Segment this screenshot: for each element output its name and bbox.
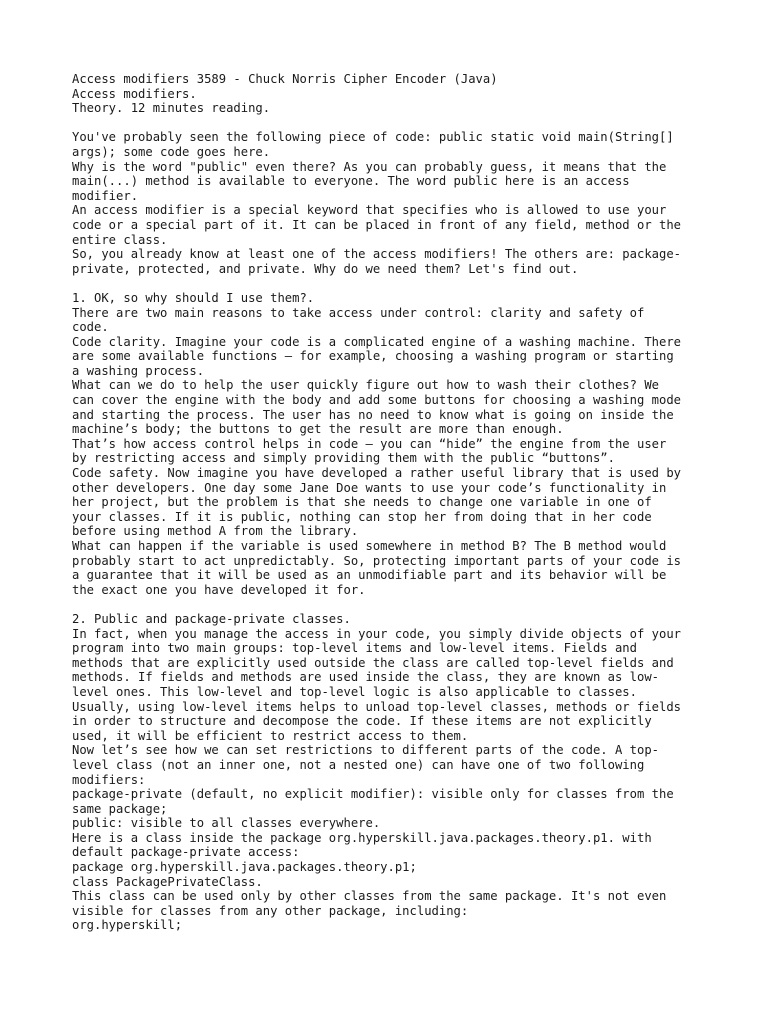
text-line: package org.hyperskill.java.packages.theory.p1; bbox=[72, 860, 417, 875]
text-line: a guarantee that it will be used as an unmodifiable part and its behavior will be bbox=[72, 568, 667, 583]
text-line: In fact, when you manage the access in your code, you simply divide objects of your bbox=[72, 626, 682, 641]
text-line: your classes. If it is public, nothing can stop her from doing that in her code bbox=[72, 509, 652, 524]
text-line: There are two main reasons to take access under control: clarity and safety of bbox=[72, 305, 645, 320]
text-line: entire class. bbox=[72, 232, 168, 247]
text-line: 1. OK, so why should I use them?. bbox=[72, 290, 315, 305]
text-line: other developers. One day some Jane Doe wants to use your code’s functionality in bbox=[72, 480, 667, 495]
text-line: can cover the engine with the body and add some buttons for choosing a washing mode bbox=[72, 393, 682, 408]
text-line: public: visible to all classes everywhere. bbox=[72, 816, 381, 831]
text-line: level ones. This low-level and top-level logic is also applicable to classes. bbox=[72, 684, 637, 699]
text-line: code. bbox=[72, 320, 109, 335]
text-line: Here is a class inside the package org.hyperskill.java.packages.theory.p1. with bbox=[72, 830, 652, 845]
text-line: An access modifier is a special keyword that specifies who is allowed to use your bbox=[72, 203, 667, 218]
text-line: Access modifiers 3589 - Chuck Norris Cipher Encoder (Java) bbox=[72, 72, 498, 86]
text-line: Why is the word "public" even there? As you can probably guess, it means that the bbox=[72, 159, 667, 174]
text-line: by restricting access and simply providing them with the public “buttons”. bbox=[72, 451, 615, 466]
text-line: That’s how access control helps in code – you can “hide” the engine from the user bbox=[72, 436, 667, 451]
text-line: level class (not an inner one, not a nested one) can have one of two following bbox=[72, 757, 645, 772]
text-line: So, you already know at least one of the access modifiers! The others are: package- bbox=[72, 247, 682, 262]
blank-line bbox=[72, 276, 712, 291]
text-line: used, it will be efficient to restrict access to them. bbox=[72, 728, 469, 743]
text-line: methods. If fields and methods are used inside the class, they are known as low- bbox=[72, 670, 659, 685]
text-line: What can we do to help the user quickly figure out how to wash their clothes? We bbox=[72, 378, 659, 393]
blank-line bbox=[72, 116, 712, 131]
text-line: a washing process. bbox=[72, 363, 205, 378]
text-line: Access modifiers. bbox=[72, 86, 197, 101]
text-line: You've probably seen the following piece of code: public static void main(String[] bbox=[72, 130, 674, 145]
text-line: program into two main groups: top-level items and low-level items. Fields and bbox=[72, 641, 637, 656]
text-line: private, protected, and private. Why do we need them? Let's find out. bbox=[72, 261, 579, 276]
text-line: and starting the process. The user has no need to know what is going on inside the bbox=[72, 407, 674, 422]
text-line: Theory. 12 minutes reading. bbox=[72, 101, 271, 116]
text-line: her project, but the problem is that she needs to change one variable in one of bbox=[72, 495, 652, 510]
text-line: modifiers: bbox=[72, 772, 146, 787]
text-line: are some available functions – for example, choosing a washing program or starting bbox=[72, 349, 674, 364]
blank-line bbox=[72, 597, 712, 612]
text-line: main(...) method is available to everyone. The word public here is an access bbox=[72, 174, 630, 189]
text-line: default package-private access: bbox=[72, 845, 300, 860]
text-line: package-private (default, no explicit modifier): visible only for classes from the bbox=[72, 787, 674, 802]
text-line: Now let’s see how we can set restrictions to different parts of the code. A top- bbox=[72, 743, 659, 758]
document-page bbox=[72, 72, 712, 933]
text-line: before using method A from the library. bbox=[72, 524, 359, 539]
text-line: Usually, using low-level items helps to unload top-level classes, methods or fields bbox=[72, 699, 682, 714]
text-line: code or a special part of it. It can be placed in front of any field, method or the bbox=[72, 217, 682, 232]
text-line: visible for classes from any other package, including: bbox=[72, 903, 469, 918]
text-line: probably start to act unpredictably. So, protecting important parts of your code is bbox=[72, 553, 682, 568]
text-line: What can happen if the variable is used somewhere in method B? The B method would bbox=[72, 539, 667, 553]
text-line: Code clarity. Imagine your code is a complicated engine of a washing machine. There bbox=[72, 334, 682, 349]
text-line: machine’s body; the buttons to get the result are more than enough. bbox=[72, 422, 564, 437]
text-line: in order to structure and decompose the code. If these items are not explicitly bbox=[72, 714, 652, 729]
text-line: methods that are explicitly used outside the class are called top-level fields and bbox=[72, 655, 674, 670]
text-line: the exact one you have developed it for. bbox=[72, 582, 366, 597]
text-line: 2. Public and package-private classes. bbox=[72, 611, 351, 626]
text-line: class PackagePrivateClass. bbox=[72, 874, 263, 889]
text-line: Code safety. Now imagine you have developed a rather useful library that is used by bbox=[72, 466, 682, 481]
text-line: args); some code goes here. bbox=[72, 144, 271, 159]
text-line: modifier. bbox=[72, 188, 139, 203]
text-line: same package; bbox=[72, 801, 168, 816]
text-line: org.hyperskill; bbox=[72, 918, 183, 933]
text-line: This class can be used only by other classes from the same package. It's not even bbox=[72, 889, 667, 904]
